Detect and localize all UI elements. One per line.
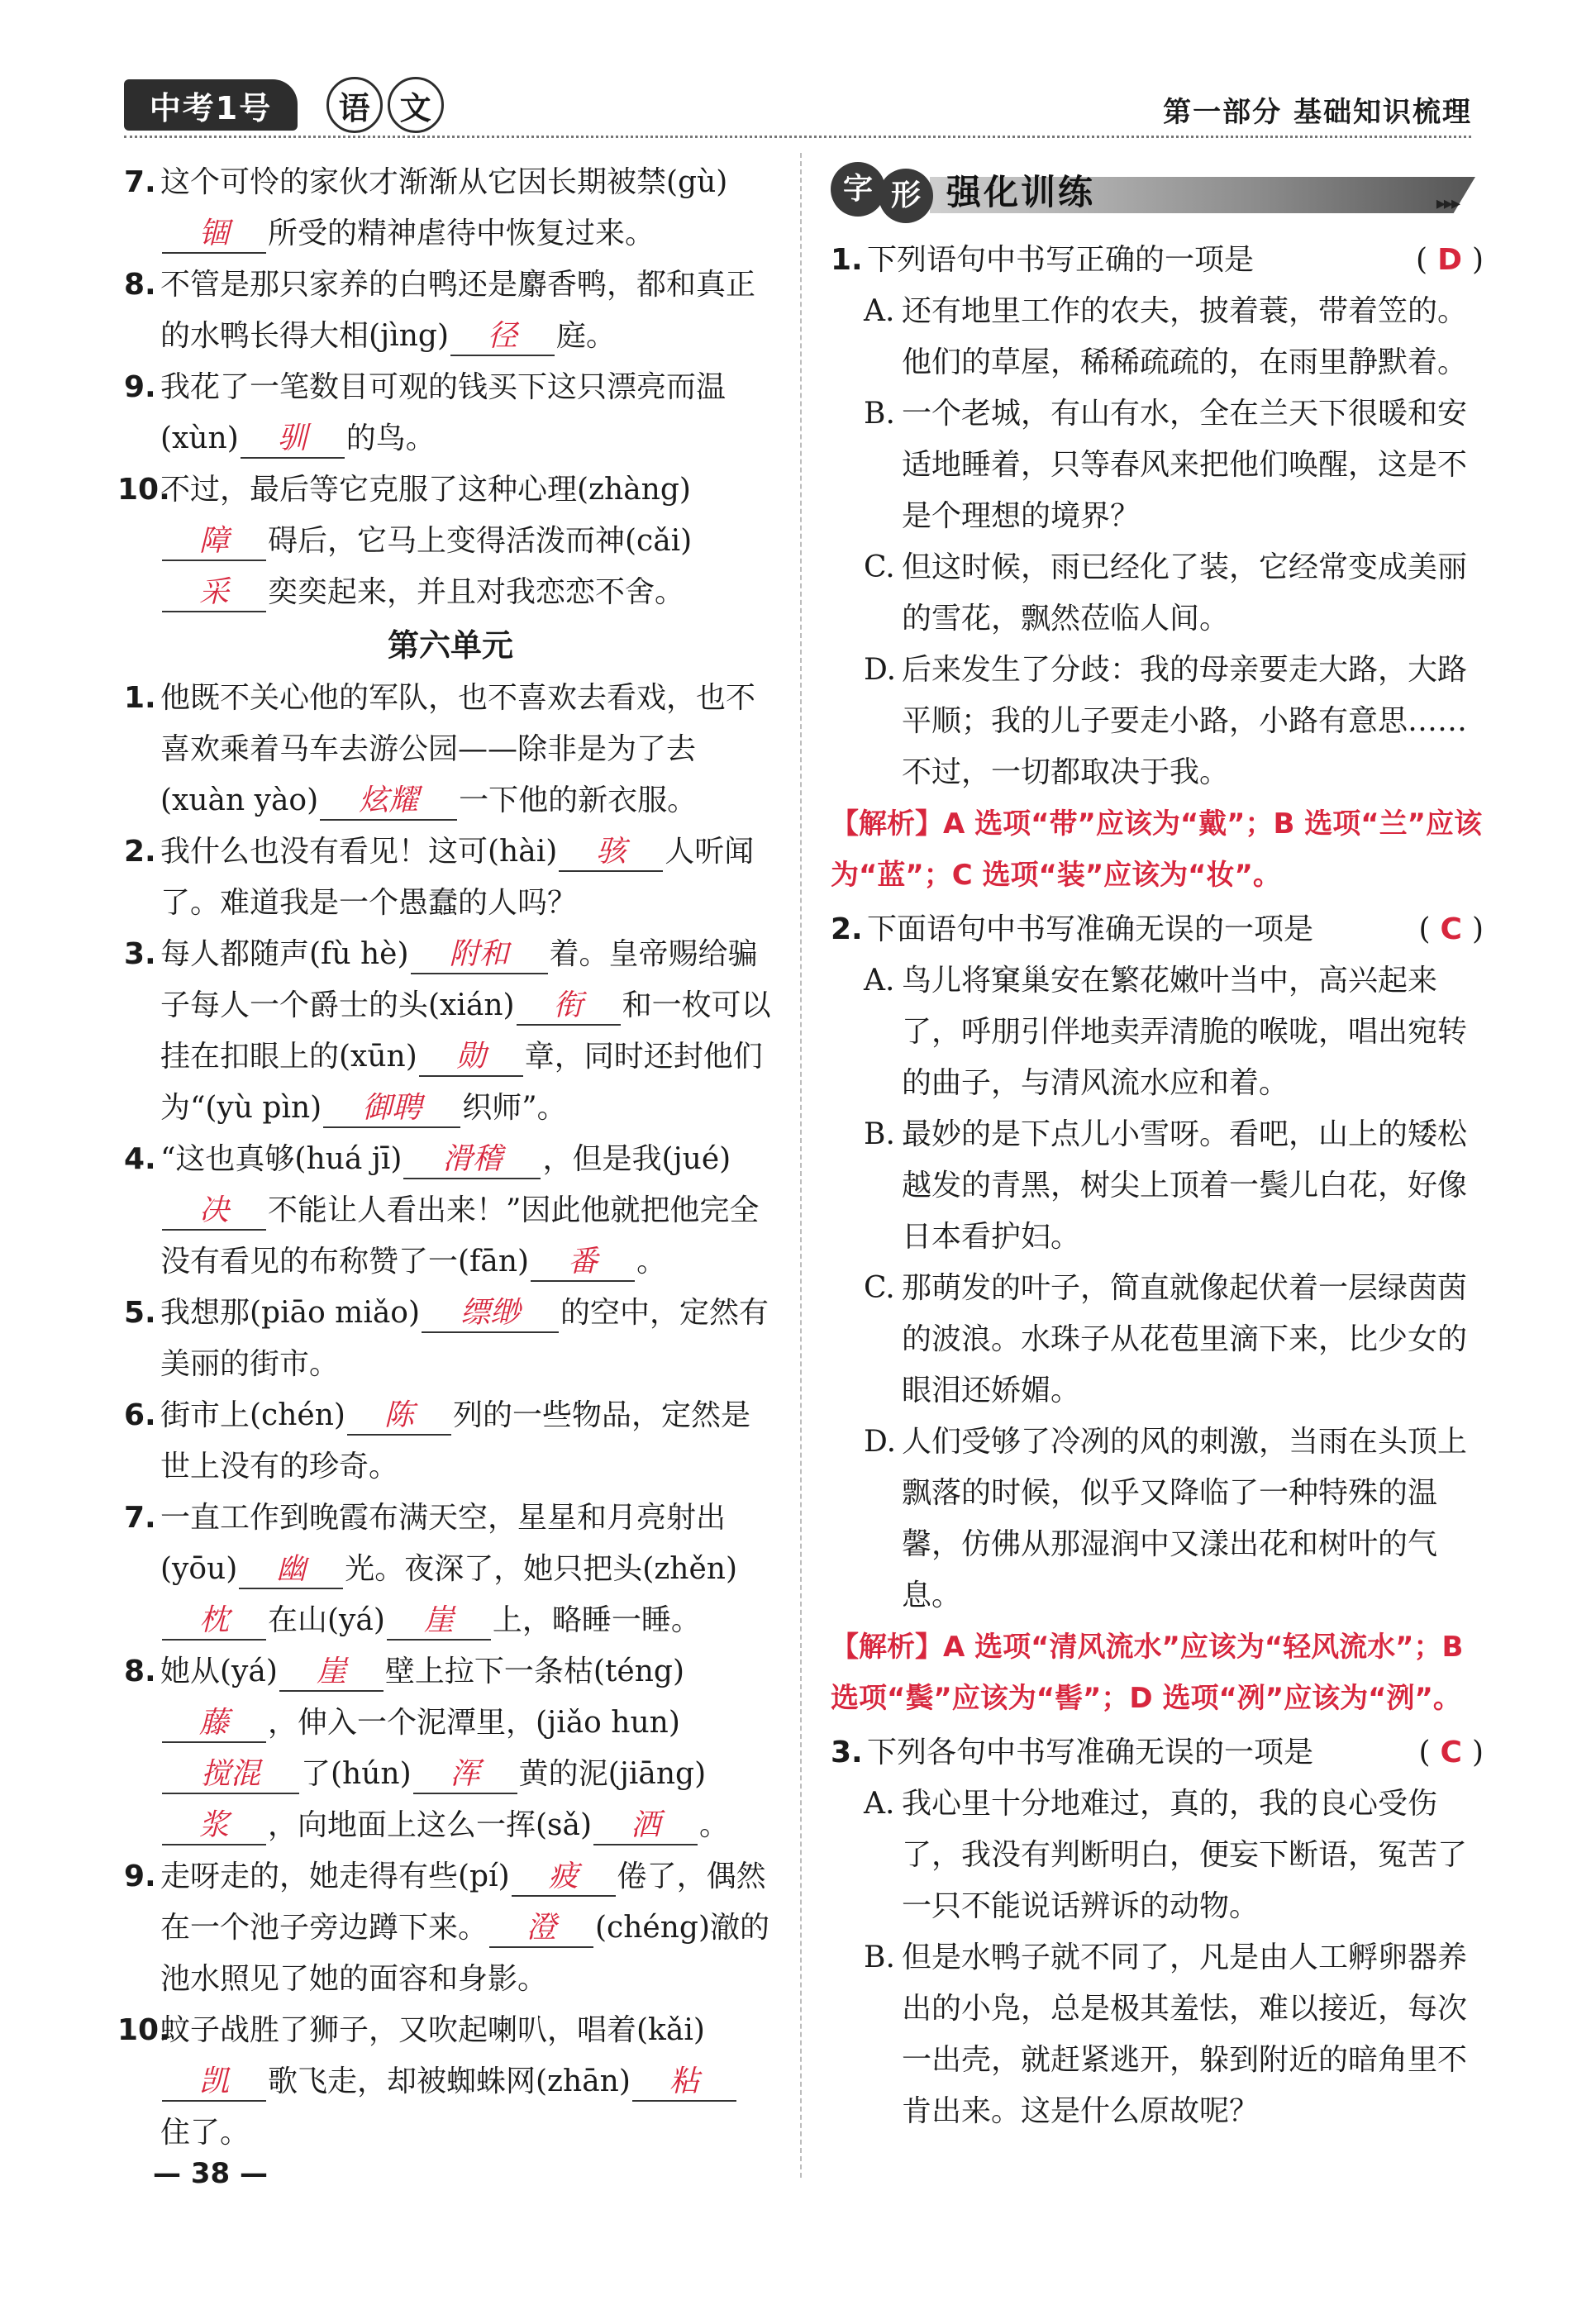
option: D. 人们受够了冷冽的风的刺激，当雨在头顶上飘落的时候，似乎又降临了一种特殊的温馨，仿佛从那湿润中又漾出花和树叶的气息。 [864, 1425, 1468, 1612]
banner-bubble-1: 字 [831, 162, 885, 217]
answer-bracket: ( C ) [1418, 912, 1484, 946]
answer-blank: 藤 [162, 1705, 266, 1743]
answer-blank: 勋 [419, 1039, 523, 1077]
question: 3. 下列各句中书写准确无误的一项是 ( C ) [831, 1727, 1484, 1779]
subject-char-1: 语 [315, 65, 394, 145]
list-item: 7. 一直工作到晚霞布满天空，星星和月亮射出(yōu) 幽 光。夜深了，她只把头(zhěn) 枕 在山(yá) 崖 上，略睡一睡。 [124, 1493, 777, 1646]
answer-blank: 崖 [387, 1603, 491, 1641]
banner-arrows-icon: ▸▸▸ [1436, 193, 1459, 214]
answer-blank: 番 [531, 1244, 635, 1282]
list-item: 7. 这个可怜的家伙才渐渐从它因长期被禁(gù) 锢 所受的精神虐待中恢复过来。 [124, 157, 777, 260]
left-column [117, 157, 777, 2159]
answer-blank: 驯 [241, 421, 345, 459]
answer-blank: 径 [450, 318, 555, 356]
list-item: 6. 街市上(chén) 陈 列的一些物品，定然是世上没有的珍奇。 [124, 1398, 750, 1483]
answer-bracket: ( D ) [1416, 243, 1484, 277]
analysis: 【解析】A 选项“带”应该为“戴”；B 选项“兰”应该为“蓝”；C 选项“装”应该为“妆”。 [831, 807, 1482, 892]
answer-blank: 滑稽 [403, 1141, 541, 1179]
list-item: 9. 我花了一笔数目可观的钱买下这只漂亮而温(xùn) 驯 的鸟。 [124, 362, 777, 464]
page-number: — 38 — [153, 2157, 268, 2190]
answer-blank: 缥缈 [422, 1295, 559, 1333]
option: A. 我心里十分地难过，真的，我的良心受伤了，我没有判断明白，便妄下断语，冤苦了一只不能说话辨诉的动物。 [864, 1787, 1468, 1923]
answer-blank: 澄 [489, 1910, 593, 1948]
right-column [831, 157, 1484, 2137]
answer-blank: 洒 [593, 1807, 698, 1845]
answer-blank: 浆 [162, 1807, 266, 1845]
answer-blank: 衔 [517, 988, 621, 1026]
answer-blank: 障 [162, 523, 266, 561]
answer-blank: 锢 [162, 216, 266, 254]
list-item: 8. 她从(yá) 崖 壁上拉下一条枯(téng) 藤 ，伸入一个泥潭里，(jiǎo hun) 搅混 了(hún) 浑 黄的泥(jiāng) 浆 ，向地面上这么一挥(sǎ) 洒 。 [124, 1646, 777, 1851]
list-item: 4. “这也真够(huá jī) 滑稽 ，但是我(jué) 决 不能让人看出来！”因此他就把他完全没有看见的布称赞了一(fān) 番 。 [124, 1134, 777, 1288]
list-item: 9. 走呀走的，她走得有些(pí) 疲 倦了，偶然在一个池子旁边蹲下来。 澄 (chéng)澈的池水照见了她的面容和身影。 [124, 1860, 769, 1996]
answer-blank: 搅混 [162, 1756, 299, 1794]
banner-title: 强化训练 [946, 172, 1096, 212]
list-item: 10. 蚊子战胜了狮子，又吹起喇叭，唱着(kǎi) 凯 歌飞走，却被蜘蛛网(zhān) 粘 住了。 [124, 2005, 777, 2159]
answer-blank: 骇 [559, 834, 663, 872]
answer-blank: 幽 [239, 1551, 343, 1589]
answer-blank: 粘 [632, 2064, 736, 2102]
answer-blank: 陈 [347, 1398, 451, 1436]
answer-blank: 决 [162, 1193, 266, 1231]
answer-blank: 采 [162, 574, 266, 612]
list-item: 1. 他既不关心他的军队，也不喜欢去看戏，也不喜欢乘着马车去游公园——除非是为了去(xuàn yào) 炫耀 一下他的新衣服。 [124, 673, 777, 826]
series-badge: 中考1号 [124, 79, 298, 131]
option: B. 最妙的是下点儿小雪呀。看吧，山上的矮松越发的青黑，树尖上顶着一鬓儿白花，好像日本看护妇。 [864, 1117, 1468, 1254]
column-divider [800, 153, 802, 2178]
answer-blank: 炫耀 [320, 783, 457, 821]
option: A. 鸟儿将窠巢安在繁花嫩叶当中，高兴起来了，呼朋引伴地卖弄清脆的喉咙，唱出宛转的曲子，与清风流水应和着。 [864, 964, 1468, 1100]
option: C. 但这时候，雨已经化了装，它经常变成美丽的雪花，飘然莅临人间。 [864, 550, 1468, 636]
list-item: 3. 每人都随声(fù hè) 附和 着。皇帝赐给骗子每人一个爵士的头(xián) 衔 和一枚可以挂在扣眼上的(xūn) 勋 章，同时还封他们为“(yù pìn) 御聘 织师”。 [124, 929, 777, 1134]
answer-blank: 枕 [162, 1603, 266, 1641]
answer-blank: 疲 [512, 1859, 616, 1897]
list-item: 10. 不过，最后等它克服了这种心理(zhàng) 障 碍后，它马上变得活泼而神(cǎi) 采 奕奕起来，并且对我恋恋不舍。 [124, 464, 777, 618]
header-divider [124, 136, 1471, 138]
list-item: 5. 我想那(piāo miǎo) 缥缈 的空中，定然有美丽的街市。 [124, 1296, 769, 1381]
option: D. 后来发生了分歧：我的母亲要走大路，大路平顺；我的儿子要走小路，小路有意思……不过，一切都取决于我。 [864, 653, 1468, 789]
answer-blank: 附和 [411, 936, 548, 974]
answer-blank: 崖 [279, 1654, 384, 1692]
answer-blank: 御聘 [323, 1090, 460, 1128]
part-title: 第一部分 基础知识梳理 [1163, 96, 1472, 129]
list-item: 2. 我什么也没有看见！这可(hài) 骇 人听闻了。难道我是一个愚蠢的人吗？ [124, 835, 755, 920]
option: B. 但是水鸭子就不同了，凡是由人工孵卵器养出的小凫，总是极其羞怯，难以接近，每次一出壳，就赶紧逃开，躲到附近的暗角里不肯出来。这是什么原故呢？ [864, 1941, 1468, 2128]
answer-blank: 浑 [413, 1756, 517, 1794]
banner-bubble-2: 形 [879, 169, 933, 223]
section-title: 第六单元 [387, 626, 513, 664]
option: C. 那萌发的叶子，简直就像起伏着一层绿茵茵的波浪。水珠子从花苞里滴下来，比少女的眼泪还娇媚。 [864, 1271, 1468, 1407]
answer-bracket: ( C ) [1418, 1736, 1484, 1769]
analysis: 【解析】A 选项“清风流水”应该为“轻风流水”；B 选项“鬓”应该为“髻”；D 选项“冽”应该为“洌”。 [831, 1631, 1464, 1715]
section-banner [831, 157, 1484, 223]
subject-char-2: 文 [376, 65, 455, 145]
answer-blank: 凯 [162, 2064, 266, 2102]
option: A. 还有地里工作的农夫，披着蓑，带着笠的。他们的草屋，稀稀疏疏的，在雨里静默着。 [864, 294, 1468, 379]
question: 1. 下列语句中书写正确的一项是 ( D ) [831, 235, 1484, 286]
subject-label [326, 76, 459, 134]
question: 2. 下面语句中书写准确无误的一项是 ( C ) [831, 904, 1484, 955]
option: B. 一个老城，有山有水，全在兰天下很暖和安适地睡着，只等春风来把他们唤醒，这是不是个理想的境界？ [864, 397, 1468, 533]
list-item: 8. 不管是那只家养的白鸭还是麝香鸭，都和真正的水鸭长得大相(jìng) 径 庭。 [124, 260, 777, 362]
